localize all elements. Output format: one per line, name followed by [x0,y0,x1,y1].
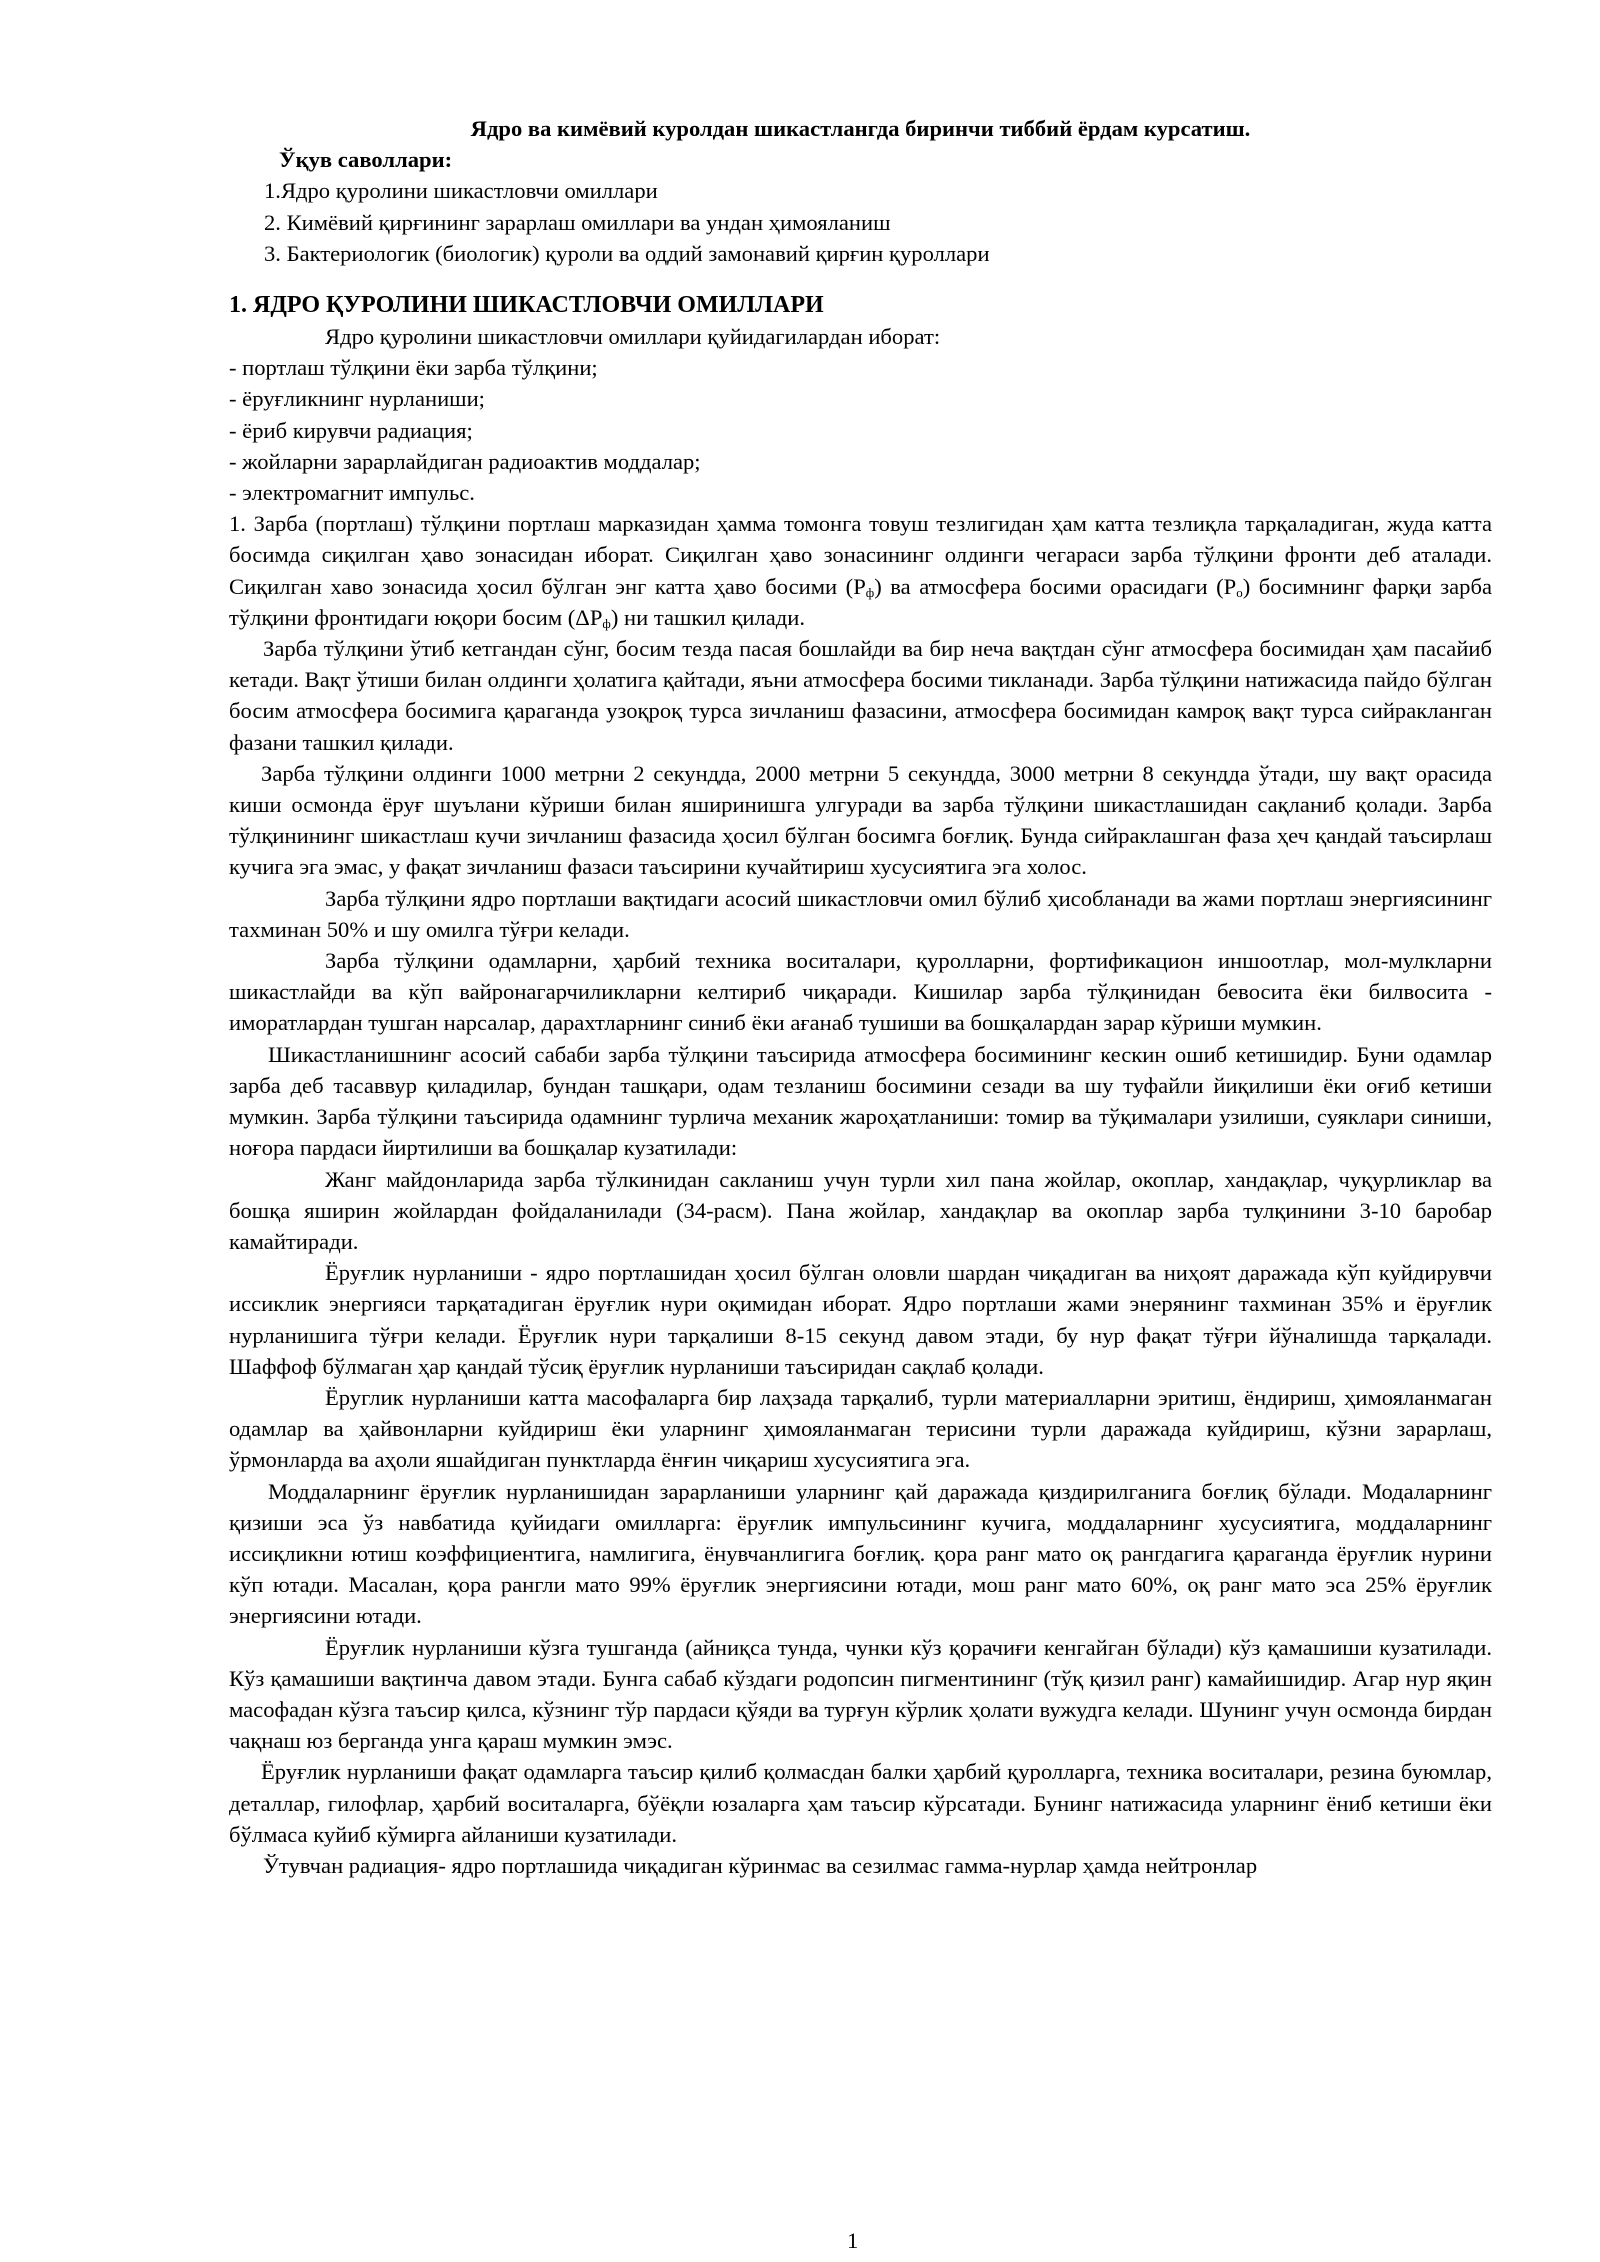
paragraph-10: Моддаларнинг ёруғлик нурланишидан зарарланиши уларнинг қай даражада қиздирилганига боғлиқ бўлади. Модаларнинг қизиши эса ўз навбатида қуйидаги омилларга: ёруғлик импульсининг кучига, моддаларнинг хусусиятига, моддаларнинг иссиқликни ютиш коэффициентига, намлигига, ёнувчанлигига боғлиқ. қора ранг мато оқ рангдагига қараганда ёруғлик нурини кўп ютади. Масалан, қора рангли мато 99% ёруғлик энергиясини ютади, мош ранг мато 60%, оқ ранг мато эса 25% ёруғлик энергиясини ютади. [229,1478,1492,1629]
paragraph-8: Ёруғлик нурланиши - ядро портлашидан ҳосил бўлган оловли шардан чиқадиган ва ниҳоят даражада кўп куйдирувчи иссиклик энергияси тарқатадиган ёруғлик нури оқимидан иборат. Ядро портлаши жами энерянинг тахминан 35% и ёруғлик нурланишига тўғри келади. Ёруғлик нури тарқалиши 8-15 секунд давом этади, бу нур фақат тўғри йўналишда тарқалади. Шаффоф бўлмаган ҳар қандай тўсиқ ёруғлик нурланиши таъсиридан сақлаб қолади. [229,1260,1492,1379]
paragraph-3: Зарба тўлқини олдинги 1000 метрни 2 секундда, 2000 метрни 5 секундда, 3000 метрни 8 секундда ўтади, шу вақт орасида киши осмонда ёруғ шуълани кўриши билан яширинишга улгуради ва зарба тўлқини шикастлашидан сақланиб қолади. Зарба тўлқинининг шикастлаш кучи зичланиш фазасида ҳосил бўлган босимга боғлиқ. Бунда сийраклашган фаза ҳеч қандай таъсирлаш кучига эга эмас, у фақат зичланиш фазаси таъсирини кучайтириш хусусиятига эга холос. [229,760,1492,880]
factor-item-5: - электромагнит импульс. [229,480,475,506]
paragraph-2: Зарба тўлқини ўтиб кетгандан сўнг, босим тезда пасая бошлайди ва бир неча вақтдан сўнг атмосфера босимидан ҳам пасайиб кетади. Вақт ўтиши билан олдинги ҳолатига қайтади, яъни атмосфера босими тикланади. Зарба тўлқини натижасида пайдо бўлган босим атмосфера босимига қараганда узоқроқ турса зичланиш фазасини, атмосфера босимидан камроқ вақт турса сийракланган фазани ташкил қилади. [229,636,1492,755]
paragraph-13: Ўтувчан радиация- ядро портлашида чиқадиган кўринмас ва сезилмас гамма-нурлар ҳамда нейтронлар [263,1852,1258,1878]
paragraph-6: Шикастланишнинг асосий сабаби зарба тўлқини таъсирида атмосфера босимининг кескин ошиб кетишидир. Буни одамлар зарба деб тасаввур қиладилар, бундан ташқари, одам тезланиш босимини сезади ва шу туфайли йиқилиши ёки оғиб кетиши мумкин. Зарба тўлқини таъсирида одамнинг турлича механик жароҳатланиши: томир ва тўқималари узилиши, суяклари синиши, ноғора пардаси йиртилиши ва бошқалар кузатилади: [229,1041,1492,1161]
paragraph-1 [229,508,1492,633]
paragraph-1-part-d: ) ни ташкил қилади. [610,604,806,630]
question-item-1: 1.Ядро қуролини шикастловчи омиллари [264,178,658,204]
page-number: 1 [847,2228,859,2253]
factor-item-1: - портлаш тўлқини ёки зарба тўлқини; [229,355,598,381]
question-item-3: 3. Бактериологик (биологик) қуроли ва оддий замонавий қирғин қуроллари [264,240,990,266]
factor-item-4: - жойларни зарарлайдиган радиоактив моддалар; [229,448,701,474]
paragraph-11: Ёруғлик нурланиши кўзга тушганда (айниқса тунда, чунки кўз қорачиғи кенгайган бўлади) кўз қамашиши кузатилади. Кўз қамашиши вақтинча давом этади. Бунга сабаб кўздаги родопсин пигментининг (тўқ қизил ранг) камайишидир. Агар нур яқин масофадан кўзга таъсир қилса, кўзнинг тўр пардаси қўяди ва турғун кўрлик ҳолати вужудга келади. Шунинг учун осмонда бирдан чақнаш юз берганда унга қараш мумкин эмэс. [229,1634,1492,1754]
document-title: Ядро ва кимёвий куролдан шикастлангда биринчи тиббий ёрдам курсатиш. [470,116,1251,141]
paragraph-1-part-b: ) ва атмосфера босими орасидаги (Р [874,573,1237,599]
paragraph-9: Ёруглик нурланиши катта масофаларга бир лаҳзада тарқалиб, турли материалларни эритиш, ёндириш, ҳимояланмаган одамлар ва ҳайвонларни куйдириш ёки уларнинг ҳимояланмаган терисини турли даражада куйдириш, кўзни зарарлаш, ўрмонларда ва аҳоли яшайдиган пунктларда ёнғин чиқариш хусусиятига эга. [229,1384,1492,1473]
subscript-o: о [1236,584,1243,600]
paragraph-4: Зарба тўлқини ядро портлаши вақтидаги асосий шикастловчи омил бўлиб ҳисобланади ва жами портлаш энергиясининг тахминан 50% и шу омилга тўғри келади. [229,885,1492,942]
paragraph-1-part-c: ) босимнинг фарқи зарба тўлқини фронтидаги юқори босим (ΔР [229,573,1492,630]
paragraph-5: Зарба тўлқини одамларни, ҳарбий техника воситалари, қуролларни, фортификацион иншоотлар, мол-мулкларни шикастлайди ва кўп вайронагарчиликларни келтириб чиқаради. Кишилар зарба тўлқинидан бевосита ёки билвосита - иморатлардан тушган нарсалар, дарахтларнинг синиб ёки ағанаб тушиши ва бошқалардан зарар кўриши мумкин. [229,948,1492,1036]
section-heading: 1. ЯДРО ҚУРОЛИНИ ШИКАСТЛОВЧИ ОМИЛЛАРИ [229,292,824,319]
subscript-f-2: ф [602,615,611,631]
factor-item-2: - ёруғликнинг нурланиши; [229,386,485,412]
paragraph-7: Жанг майдонларида зарба тўлкинидан сакланиш учун турли хил пана жойлар, окоплар, хандақлар, чуқурликлар ва бошқа яширин жойлардан фойдаланилади (34-расм). Пана жойлар, хандақлар ва окоплар зарба тулқинини 3-10 баробар камайтиради. [229,1166,1492,1254]
paragraph-1-part-a: 1. Зарба (портлаш) тўлқини портлаш марказидан ҳамма томонга товуш тезлигидан ҳам катта тезлиқла тарқаладиган, жуда катта босимда сиқилган ҳаво зонасидан иборат. Сиқилган ҳаво зонасининг олдинги чегараси зарба тўлқини фронти деб аталади. Сиқилган хаво зонасида ҳосил бўлган энг катта ҳаво босими (Р [229,511,1492,599]
subscript-f-1: ф [865,584,875,600]
question-item-2: 2. Кимёвий қирғининг зарарлаш омиллари ва ундан ҳимояланиш [264,209,891,235]
questions-header: Ўқув саволлари: [279,147,453,173]
section-intro: Ядро қуролини шикастловчи омиллари қуйидагилардан иборат: [325,324,941,350]
factor-item-3: - ёриб кирувчи радиация; [229,417,473,443]
paragraph-12: Ёруғлик нурланиши фақат одамларга таъсир қилиб қолмасдан балки ҳарбий қуролларга, техника воситалари, резина буюмлар, деталлар, гилофлар, ҳарбий воситаларга, бўёқли юзаларга ҳам таъсир кўрсатади. Бунинг натижасида уларнинг ёниб кетиши ёки бўлмаса куйиб кўмирга айланиши кузатилади. [229,1759,1492,1847]
